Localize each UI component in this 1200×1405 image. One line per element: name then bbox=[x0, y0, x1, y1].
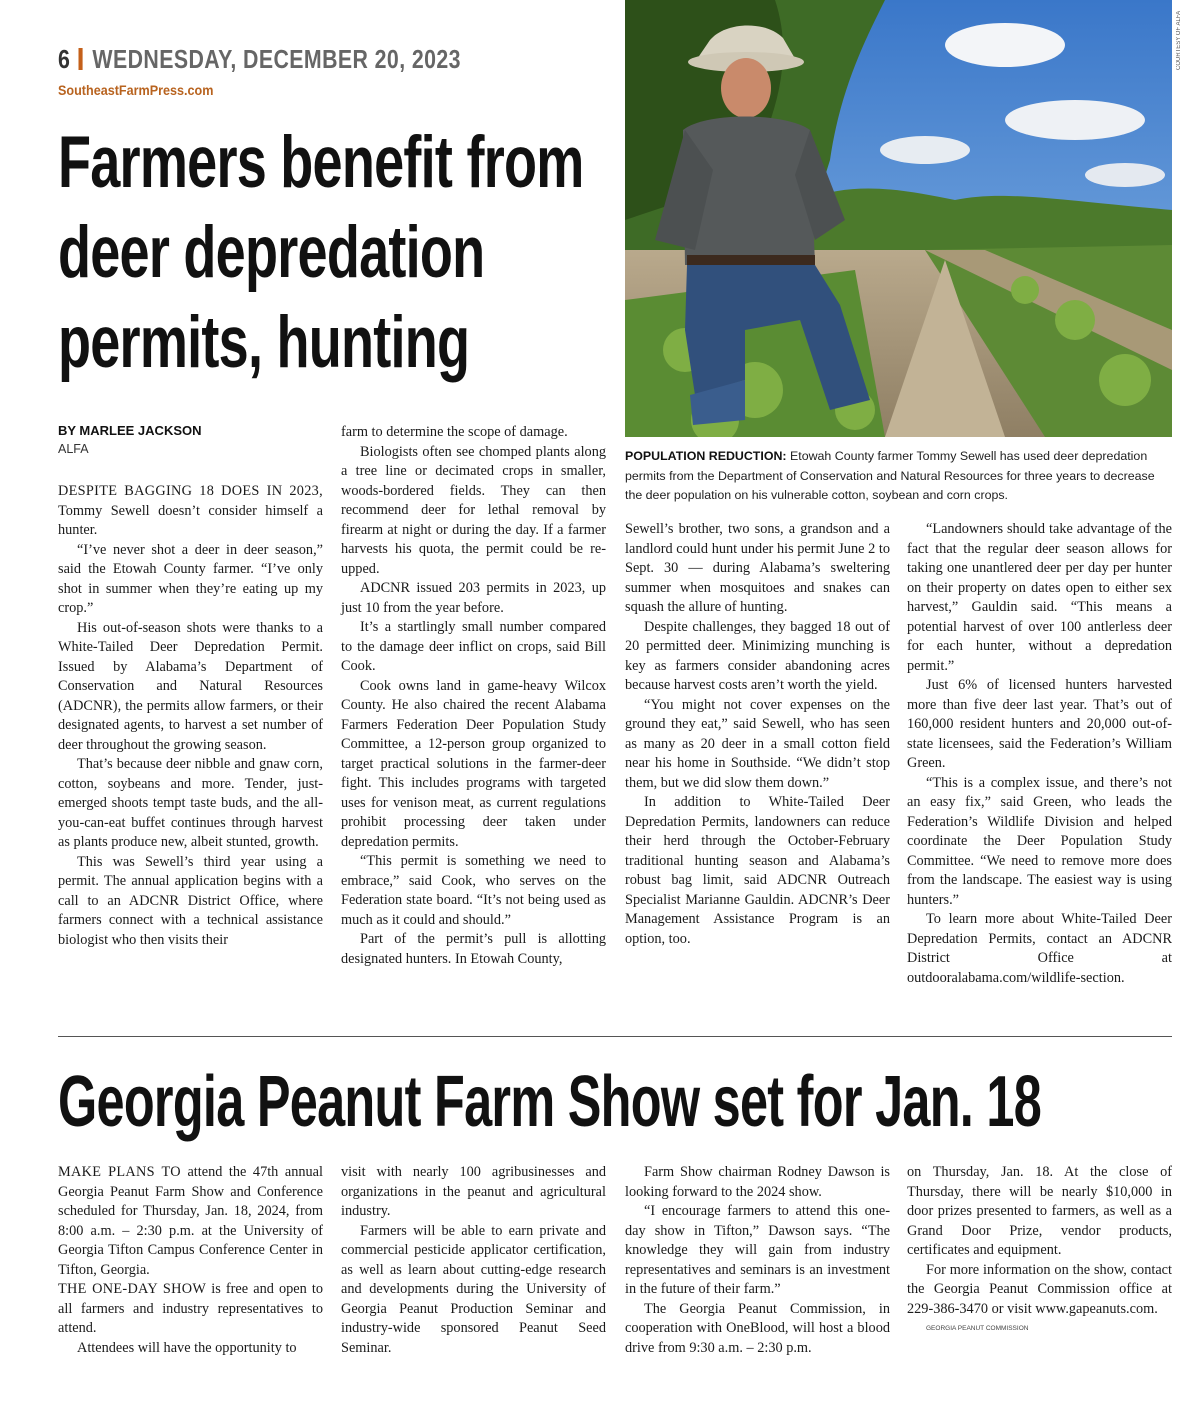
article-photo bbox=[625, 0, 1172, 437]
byline-organization: ALFA bbox=[58, 442, 89, 456]
caption-label: POPULATION REDUCTION: bbox=[625, 449, 787, 463]
paragraph: Farm Show chairman Rodney Dawson is looking forward to the 2024 show. bbox=[625, 1164, 890, 1200]
paragraph: For more information on the show, contact the Georgia Peanut Commission office at 229-386-3470 or visit www.gapeanuts.com. bbox=[907, 1261, 1172, 1317]
paragraph: Sewell’s brother, two sons, a grandson and a landlord could hunt under his permit June 2 to Sept. 30 — during Alabama’s sweltering summer when mosquitoes and snakes can squash the allure of hunting. bbox=[625, 521, 890, 615]
page-number: 6 bbox=[58, 44, 71, 74]
article2-column-4 bbox=[907, 1163, 1172, 1339]
article2-column-1 bbox=[58, 1163, 323, 1358]
paragraph: Cook owns land in game-heavy Wilcox County. He also chaired the recent Alabama Farmers Federation Deer Population Study Committee, a 12-person group organized to target practical solutions in the farmer-deer fight. This includes programs with targeted uses for venison meat, as current regulations prohibit processing deer taken under depredation permits. bbox=[341, 677, 606, 850]
paragraph: It’s a startlingly small number compared to the damage deer inflict on crops, said Bill Cook. bbox=[341, 619, 606, 674]
paragraph: Farmers will be able to earn private and commercial pesticide applicator certification, as well as learn about cutting-edge research and developments during the University of Georgia Peanut Production Seminar and industry-wide sponsored Peanut Seed Seminar. bbox=[341, 1222, 606, 1356]
article-headline-2: Georgia Peanut Farm Show set for Jan. 18 bbox=[58, 1062, 1042, 1142]
lead-paragraph: DESPITE BAGGING 18 DOES IN 2023, Tommy Sewell doesn’t consider himself a hunter. bbox=[58, 483, 323, 538]
paragraph: His out-of-season shots were thanks to a White-Tailed Deer Depredation Permit. Issued by Alabama’s Department of Conservation and Natural Resources (ADCNR), the permits allow farmers, or their designated agents, to harvest a set number of deer throughout the growing season. bbox=[58, 619, 323, 753]
article-credit: GEORGIA PEANUT COMMISSION bbox=[926, 1325, 1029, 1332]
paragraph: Biologists often see chomped plants along a tree line or decimated crops in smaller, woods-bordered fields. They can then recommend deer for lethal removal by firearm at night or during the day. If a farmer harvests his quota, the permit could be re-upped. bbox=[341, 443, 606, 577]
paragraph: farm to determine the scope of damage. bbox=[341, 424, 568, 440]
byline: BY MARLEE JACKSON bbox=[58, 423, 202, 438]
photo-caption bbox=[625, 447, 1173, 506]
lead-in: DESPITE BAGGING 18 DOES IN 2023, bbox=[58, 483, 323, 499]
farmer-photo bbox=[625, 0, 1172, 437]
article-column-3 bbox=[625, 520, 890, 949]
paragraph: That’s because deer nibble and gnaw corn, cotton, soybeans and more. Tender, just-emerged shoots tempt taste buds, and the all-you-can-eat buffet continues through harvest as plants produce new, albeit stunted, growth. bbox=[58, 756, 323, 850]
paragraph: ADCNR issued 203 permits in 2023, up just 10 from the year before. bbox=[341, 580, 606, 616]
paragraph: Part of the permit’s pull is allotting designated hunters. In Etowah County, bbox=[341, 931, 606, 967]
article2-column-2 bbox=[341, 1163, 606, 1358]
caption-text: Etowah County farmer Tommy Sewell has used deer depredation permits from the Department of Conservation and Natural Resources for three years to decrease the deer population on his vulnerable cotton, soybean and corn crops. bbox=[625, 449, 1155, 502]
paragraph: “I encourage farmers to attend this one-day show in Tifton,” Dawson says. “The knowledge they will gain from industry representatives and seminars is an investment in the future of their farm.” bbox=[625, 1203, 890, 1297]
paragraph: Attendees will have the opportunity to bbox=[77, 1339, 297, 1356]
lead-paragraph: MAKE PLANS TO attend the 47th annual Georgia Peanut Farm Show and Conference scheduled for Thursday, Jan. 18, 2024, from 8:00 a.m. – 2:30 p.m. at the University of Georgia Tifton Campus Conference Center in Tifton, Georgia. bbox=[58, 1164, 323, 1278]
article-column-2 bbox=[341, 423, 606, 969]
paragraph: “You might not cover expenses on the ground they eat,” said Sewell, who has seen as many as 20 deer in a small cotton field near his home in Southside. “We didn’t stop them, but we did slow them down.” bbox=[625, 696, 890, 791]
folio bbox=[58, 44, 461, 75]
paragraph: “This permit is something we need to embrace,” said Cook, who serves on the Federation state board. “It’s not being used as much as it could and should.” bbox=[341, 853, 606, 928]
paragraph: THE ONE-DAY SHOW is free and open to all farmers and industry representatives to attend. bbox=[58, 1281, 323, 1336]
website-link[interactable]: SoutheastFarmPress.com bbox=[58, 82, 214, 98]
photo-credit: COURTESY OF ALFA bbox=[1176, 10, 1182, 70]
paragraph: The Georgia Peanut Commission, in cooperation with OneBlood, will host a blood drive from 9:30 a.m. – 2:30 p.m. bbox=[625, 1300, 890, 1356]
paragraph: In addition to White-Tailed Deer Depredation Permits, landowners can reduce their herd through the October-February traditional hunting season and Alabama’s robust bag limit, said ADCNR Outreach Specialist Marianne Gauldin. ADCNR’s Deer Management Assistance Program is an option, too. bbox=[625, 794, 890, 947]
paragraph: Just 6% of licensed hunters harvested more than five deer last year. That’s out of 160,000 resident hunters and 20,000 out-of-state licensees, said the Federation’s William Green. bbox=[907, 677, 1172, 771]
article-headline: Farmers benefit from deer depredation permits, hunting bbox=[58, 122, 584, 383]
paragraph: visit with nearly 100 agribusinesses and organizations in the peanut and agricultural industry. bbox=[341, 1164, 606, 1219]
paragraph: This was Sewell’s third year using a permit. The annual application begins with a call to an ADCNR District Office, where farmers connect with a technical assistance biologist who then visits their bbox=[58, 853, 323, 948]
paragraph: on Thursday, Jan. 18. At the close of Thursday, there will be nearly $10,000 in door prizes presented to farmers, as well as a Grand Door Prize, vendor products, certificates and equipment. bbox=[907, 1164, 1172, 1258]
article-column-4 bbox=[907, 520, 1172, 988]
section-divider bbox=[58, 1036, 1172, 1037]
lead-in: THE ONE-DAY SHOW bbox=[58, 1281, 207, 1297]
paragraph: “I’ve never shot a deer in deer season,” said the Etowah County farmer. “I’ve only shot in summer when they’re eating up my crop.” bbox=[58, 541, 323, 616]
folio-divider bbox=[78, 48, 82, 70]
lead-in: MAKE PLANS TO bbox=[58, 1164, 181, 1180]
article2-column-3 bbox=[625, 1163, 890, 1358]
paragraph: “Landowners should take advantage of the fact that the regular deer season allows for taking one unantlered deer per day per hunter on their property on dates open to either sex harvest,” Gauldin said. “This means a potential harvest of over 100 antlerless deer for each hunter, without a depredation permit.” bbox=[907, 521, 1172, 674]
paragraph: To learn more about White-Tailed Deer Depredation Permits, contact an ADCNR District Office at outdooralabama.com/wildlife-section. bbox=[907, 911, 1172, 986]
article-column-1 bbox=[58, 482, 323, 950]
issue-date: WEDNESDAY, DECEMBER 20, 2023 bbox=[92, 44, 461, 74]
paragraph: Despite challenges, they bagged 18 out of 20 permitted deer. Minimizing munching is key as farmers consider abandoning acres because harvest costs aren’t worth the yield. bbox=[625, 618, 890, 693]
paragraph: “This is a complex issue, and there’s not an easy fix,” said Green, who leads the Federation’s Wildlife Division and helped coordinate the Deer Population Study Committee. “We need to remove more does from the landscape. The easiest way is using hunters.” bbox=[907, 774, 1172, 908]
